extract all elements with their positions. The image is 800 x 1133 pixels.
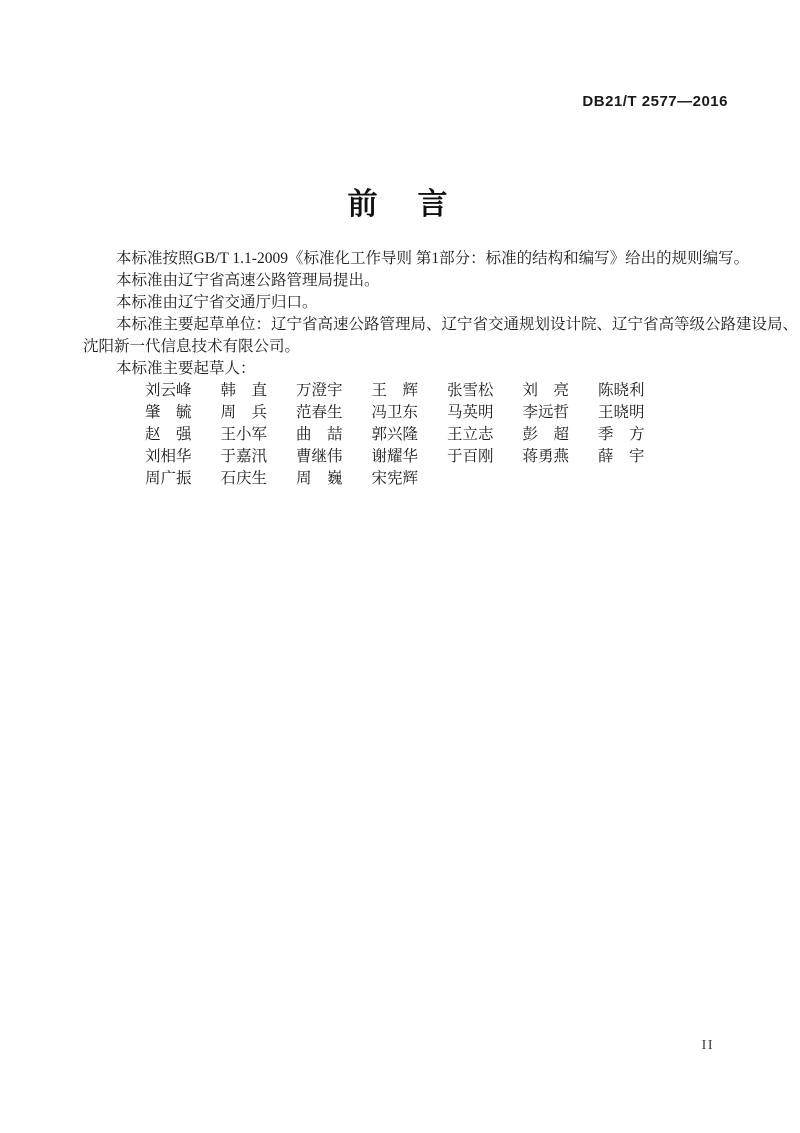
drafter-name: 赵 强	[145, 426, 192, 443]
paragraph-line: 本标准由辽宁省高速公路管理局提出。	[116, 272, 380, 289]
drafter-name: 王立志	[447, 426, 494, 443]
drafter-name: 刘 亮	[522, 382, 570, 399]
paragraph-line: 本标准主要起草人：	[116, 360, 256, 377]
drafter-name: 于嘉汛	[220, 448, 268, 465]
paragraph-line: 沈阳新一代信息技术有限公司。	[83, 338, 301, 355]
drafter-name: 张雪松	[447, 382, 494, 399]
drafter-name: 宋宪辉	[371, 470, 419, 487]
drafter-name: 万澄宇	[296, 382, 343, 399]
drafter-name: 陈晓利	[598, 382, 645, 399]
drafter-name: 石庆生	[220, 470, 268, 487]
drafter-name: 彭 超	[522, 426, 570, 443]
drafter-name: 于百刚	[447, 448, 494, 465]
drafter-name: 谢耀华	[371, 448, 419, 465]
page-title: 前 言	[347, 188, 453, 221]
paragraph-line: 本标准按照GB/T 1.1-2009《标准化工作导则 第1部分：标准的结构和编写》给出的规则编写。	[116, 250, 750, 267]
drafter-name: 曲 喆	[296, 426, 343, 443]
drafter-row	[145, 380, 753, 402]
drafter-name: 王 辉	[371, 382, 419, 399]
drafter-name: 王晓明	[598, 404, 645, 421]
page-number: II	[701, 1038, 714, 1053]
drafter-name: 周广振	[145, 470, 192, 487]
drafter-name: 曹继伟	[296, 448, 343, 465]
drafter-row	[145, 446, 753, 468]
drafter-name: 王小军	[220, 426, 268, 443]
drafter-name: 周 巍	[296, 470, 343, 487]
drafter-row	[145, 402, 753, 424]
drafter-name: 冯卫东	[371, 404, 419, 421]
drafter-name: 刘云峰	[145, 382, 192, 399]
document-number: DB21/T 2577—2016	[582, 93, 728, 110]
drafter-name: 周 兵	[220, 404, 268, 421]
drafter-name: 薛 宇	[598, 448, 645, 465]
drafter-name: 韩 直	[220, 382, 268, 399]
drafter-name: 李远哲	[522, 404, 570, 421]
drafter-row	[145, 468, 753, 490]
drafter-name: 马英明	[447, 404, 494, 421]
drafter-name: 郭兴隆	[371, 426, 419, 443]
drafter-name: 刘相华	[145, 448, 192, 465]
drafter-name: 肇 毓	[145, 404, 192, 421]
preface-body	[83, 248, 799, 490]
paragraph-line: 本标准由辽宁省交通厅归口。	[116, 294, 318, 311]
drafter-name: 范春生	[296, 404, 343, 421]
drafter-row	[145, 424, 753, 446]
drafter-name: 季 方	[598, 426, 645, 443]
drafters-grid	[83, 380, 753, 490]
paragraph-line: 本标准主要起草单位：辽宁省高速公路管理局、辽宁省交通规划设计院、辽宁省高等级公路建设局、	[116, 316, 799, 333]
drafter-name: 蒋勇燕	[522, 448, 570, 465]
